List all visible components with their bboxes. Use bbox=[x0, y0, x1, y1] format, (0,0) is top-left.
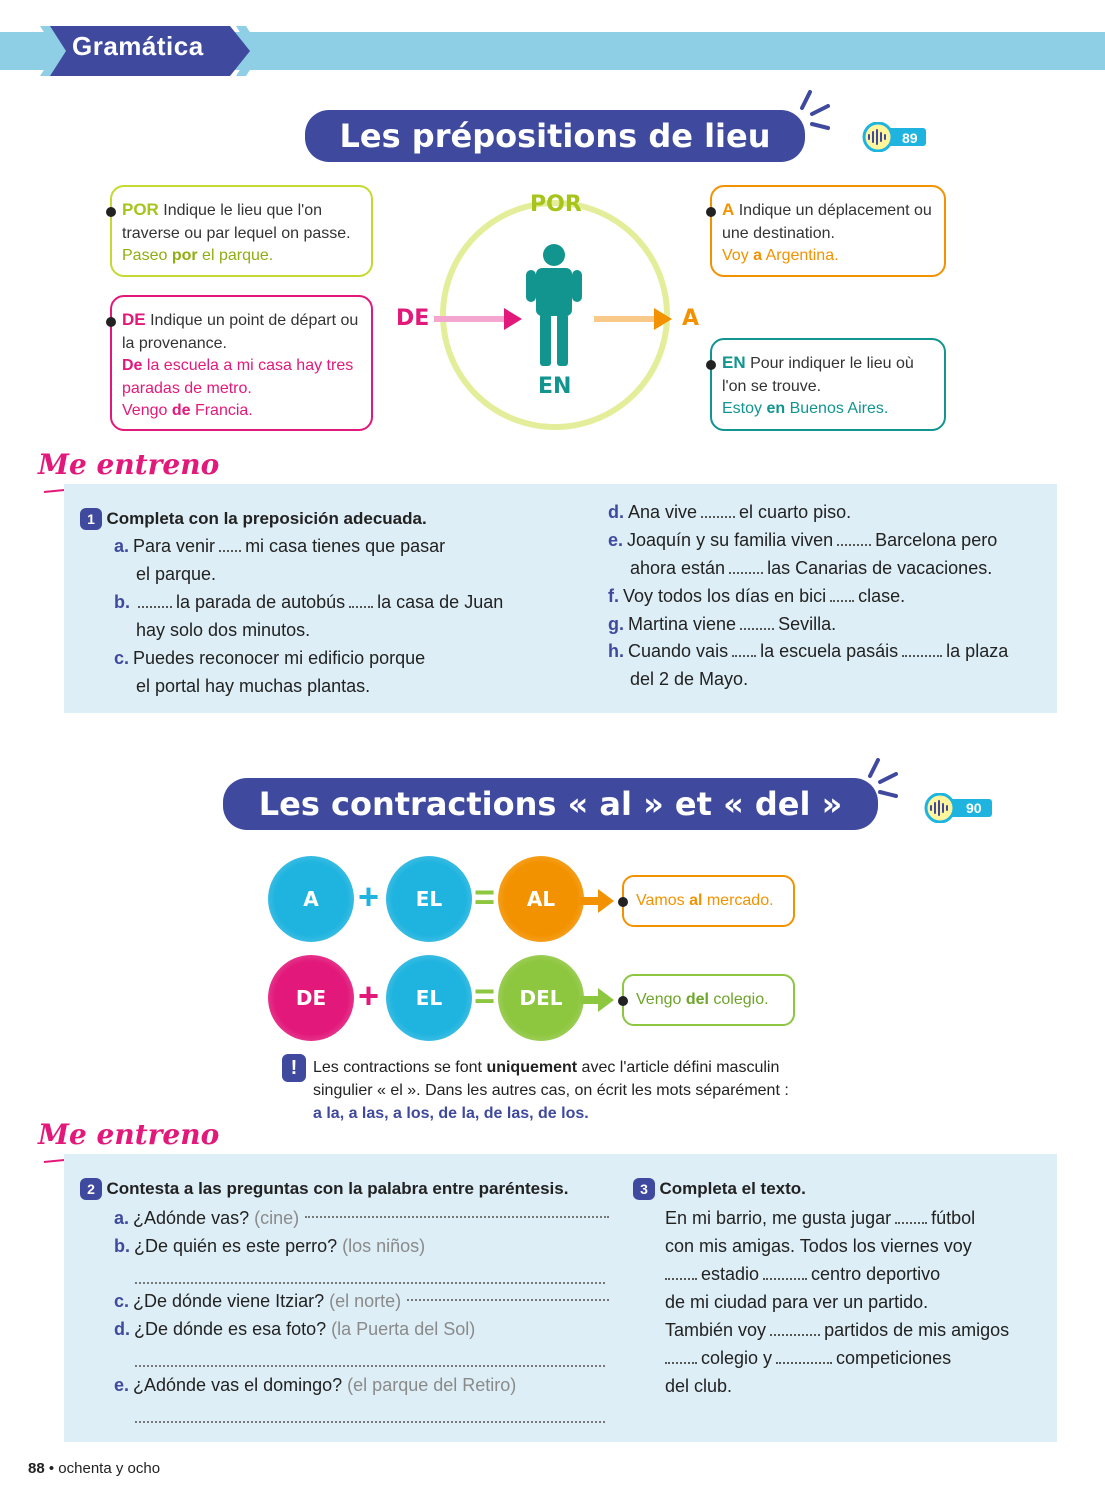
item-hint: (los niños) bbox=[342, 1236, 426, 1256]
item-letter: e. bbox=[608, 530, 624, 550]
bullet-dot bbox=[706, 207, 716, 217]
item-letter: d. bbox=[114, 1319, 130, 1339]
a-ex-pre: Voy bbox=[722, 247, 754, 264]
answer-blank[interactable] bbox=[349, 598, 373, 608]
ex-post: colegio. bbox=[708, 991, 769, 1008]
item-text: Barcelona pero bbox=[875, 530, 998, 550]
text-fragment: También voy bbox=[665, 1320, 767, 1340]
note-list: a la, a las, a los, de la, de las, de los. bbox=[313, 1105, 589, 1122]
circle-al: AL bbox=[498, 856, 584, 942]
answer-blank[interactable] bbox=[138, 598, 172, 608]
de-box bbox=[110, 295, 373, 431]
equals-sign: = bbox=[474, 876, 496, 917]
bullet-dot bbox=[618, 897, 628, 907]
item-text: el cuarto piso. bbox=[739, 502, 852, 522]
bullet-dot bbox=[106, 317, 116, 327]
exercise1-item-h bbox=[608, 637, 1048, 693]
item-hint: (la Puerta del Sol) bbox=[331, 1319, 476, 1339]
ex-key: del bbox=[685, 991, 709, 1008]
exercise1-title bbox=[80, 508, 427, 530]
en-text: Pour indiquer le lieu où l'on se trouve. bbox=[722, 355, 914, 395]
item-letter: b. bbox=[114, 1236, 130, 1256]
answer-blank[interactable] bbox=[729, 564, 763, 574]
a-arrow bbox=[594, 306, 674, 332]
exercise1-item-c bbox=[114, 644, 544, 700]
por-text: Indique le lieu que l'on traverse ou par lequel on passe. bbox=[122, 202, 351, 242]
answer-blank[interactable] bbox=[895, 1214, 927, 1224]
item-question: ¿Adónde vas el domingo? bbox=[133, 1375, 343, 1395]
answer-line[interactable] bbox=[135, 1270, 605, 1284]
exercise2-title bbox=[80, 1178, 568, 1200]
text-fragment: de mi ciudad para ver un partido. bbox=[665, 1292, 929, 1312]
exercise2-item-d bbox=[114, 1315, 609, 1343]
exercise3-text bbox=[665, 1204, 1045, 1400]
por-ex-post: el parque. bbox=[197, 247, 274, 264]
answer-blank[interactable] bbox=[763, 1270, 807, 1280]
me-entreno-heading: Me entreno bbox=[38, 1118, 220, 1151]
item-letter: f. bbox=[608, 586, 619, 606]
circle-el: EL bbox=[386, 856, 472, 942]
note-text: Les contractions se font bbox=[313, 1059, 487, 1076]
text-fragment: del club. bbox=[665, 1376, 733, 1396]
answer-blank[interactable] bbox=[830, 592, 854, 602]
circle-a: A bbox=[268, 856, 354, 942]
page-number: 88 bbox=[28, 1460, 45, 1477]
item-letter: g. bbox=[608, 614, 624, 634]
de-ex1-key: De bbox=[122, 357, 143, 374]
exercise2-item-a bbox=[114, 1204, 609, 1232]
a-text: Indique un déplacement ou une destination. bbox=[722, 202, 932, 242]
exercise-number: 1 bbox=[80, 508, 102, 530]
exercise2-item-b bbox=[114, 1232, 609, 1260]
item-text: mi casa tienes que pasar bbox=[245, 536, 446, 556]
circle-del: DEL bbox=[498, 955, 584, 1041]
item-letter: a. bbox=[114, 536, 130, 556]
exercise2-item-e bbox=[114, 1371, 609, 1399]
en-box bbox=[710, 338, 946, 431]
exercise1-item-a bbox=[114, 532, 544, 588]
item-text: Cuando vais bbox=[628, 641, 729, 661]
exercise1-item-b bbox=[114, 588, 544, 644]
a-box bbox=[710, 185, 946, 277]
burst-icon bbox=[798, 88, 838, 132]
exercise2-item-c bbox=[114, 1287, 609, 1315]
plus-sign: + bbox=[358, 876, 380, 917]
answer-blank[interactable] bbox=[665, 1270, 697, 1280]
text-fragment: fútbol bbox=[931, 1208, 976, 1228]
exercise1-item-f bbox=[608, 582, 1048, 610]
item-letter: a. bbox=[114, 1208, 130, 1228]
circle-de: DE bbox=[268, 955, 354, 1041]
item-question: ¿Adónde vas? bbox=[133, 1208, 250, 1228]
diagram-label-en: EN bbox=[538, 374, 572, 399]
item-text: la escuela pasáis bbox=[760, 641, 899, 661]
item-text: hay solo dos minutos. bbox=[136, 620, 311, 640]
answer-line[interactable] bbox=[407, 1287, 609, 1301]
bullet-dot bbox=[618, 996, 628, 1006]
audio-track-number: 89 bbox=[902, 130, 918, 146]
item-text: la casa de Juan bbox=[377, 592, 504, 612]
section2-title: Les contractions « al » et « del » bbox=[223, 778, 878, 830]
page-footer bbox=[28, 1460, 160, 1477]
answer-line[interactable] bbox=[305, 1204, 609, 1218]
ex-pre: Vamos bbox=[636, 892, 690, 909]
exercise-instruction: Completa con la preposición adecuada. bbox=[106, 509, 427, 528]
de-arrow bbox=[434, 306, 524, 332]
por-ex-key: por bbox=[171, 247, 198, 264]
page-number-words: ochenta y ocho bbox=[58, 1460, 161, 1477]
answer-blank[interactable] bbox=[740, 620, 774, 630]
en-ex-pre: Estoy bbox=[722, 400, 767, 417]
answer-blank[interactable] bbox=[902, 647, 942, 657]
answer-line[interactable] bbox=[135, 1409, 605, 1423]
item-text: Sevilla. bbox=[778, 614, 837, 634]
burst-icon bbox=[866, 756, 906, 800]
ex-key: al bbox=[689, 892, 703, 909]
answer-blank[interactable] bbox=[837, 536, 871, 546]
item-letter: b. bbox=[114, 592, 130, 612]
bullet-dot bbox=[706, 360, 716, 370]
text-fragment: colegio y bbox=[701, 1348, 773, 1368]
item-text: ahora están bbox=[630, 558, 726, 578]
diagram-label-por: POR bbox=[530, 192, 582, 217]
ex-pre: Vengo bbox=[636, 991, 686, 1008]
item-letter: h. bbox=[608, 641, 624, 661]
text-fragment: estadio bbox=[701, 1264, 760, 1284]
item-letter: c. bbox=[114, 1291, 130, 1311]
exercise-number: 2 bbox=[80, 1178, 102, 1200]
answer-blank[interactable] bbox=[665, 1354, 697, 1364]
answer-line[interactable] bbox=[135, 1353, 605, 1367]
en-key: EN bbox=[722, 353, 746, 372]
contraction-note bbox=[313, 1056, 833, 1125]
de-ex2-key: de bbox=[171, 402, 191, 419]
circle-el: EL bbox=[386, 955, 472, 1041]
arrow-right-icon bbox=[580, 888, 616, 914]
audio-track-icon[interactable] bbox=[918, 793, 994, 823]
item-text: clase. bbox=[858, 586, 906, 606]
answer-blank[interactable] bbox=[732, 647, 756, 657]
item-text: Puedes reconocer mi edificio porque bbox=[133, 648, 426, 668]
text-fragment: partidos de mis amigos bbox=[824, 1320, 1010, 1340]
por-ex-pre: Paseo bbox=[122, 247, 172, 264]
answer-blank[interactable] bbox=[770, 1326, 820, 1336]
item-letter: e. bbox=[114, 1375, 130, 1395]
section1-title: Les prépositions de lieu bbox=[305, 110, 805, 162]
diagram-label-a: A bbox=[682, 306, 700, 331]
example-al-box bbox=[622, 875, 795, 927]
exercise1-item-e bbox=[608, 526, 1048, 582]
item-hint: (cine) bbox=[254, 1208, 300, 1228]
answer-blank[interactable] bbox=[776, 1354, 832, 1364]
item-text: el portal hay muchas plantas. bbox=[136, 676, 371, 696]
item-text: Joaquín y su familia viven bbox=[627, 530, 834, 550]
answer-blank[interactable] bbox=[701, 508, 735, 518]
section-label: Gramática bbox=[72, 31, 204, 61]
de-ex1-post: la escuela a mi casa hay tres paradas de metro. bbox=[122, 357, 354, 397]
por-box bbox=[110, 185, 373, 277]
de-ex2-pre: Vengo bbox=[122, 402, 172, 419]
item-hint: (el norte) bbox=[329, 1291, 402, 1311]
item-hint: (el parque del Retiro) bbox=[347, 1375, 517, 1395]
note-key: uniquement bbox=[486, 1059, 578, 1076]
exercise-instruction: Completa el texto. bbox=[659, 1179, 806, 1198]
item-question: ¿De dónde viene Itziar? bbox=[133, 1291, 325, 1311]
a-key: A bbox=[722, 200, 735, 219]
ex-post: mercado. bbox=[702, 892, 774, 909]
en-ex-post: Buenos Aires. bbox=[785, 400, 889, 417]
plus-sign: + bbox=[358, 975, 380, 1016]
item-text: la parada de autobús bbox=[176, 592, 346, 612]
item-text: del 2 de Mayo. bbox=[630, 669, 749, 689]
a-ex-key: a bbox=[753, 247, 763, 264]
por-key: POR bbox=[122, 200, 159, 219]
item-question: ¿De dónde es esa foto? bbox=[134, 1319, 327, 1339]
exercise-number: 3 bbox=[633, 1178, 655, 1200]
de-key: DE bbox=[122, 310, 146, 329]
diagram-label-de: DE bbox=[396, 306, 430, 331]
item-text: el parque. bbox=[136, 564, 217, 584]
text-fragment: competiciones bbox=[836, 1348, 952, 1368]
item-text: Martina viene bbox=[628, 614, 737, 634]
arrow-right-icon bbox=[580, 987, 616, 1013]
a-ex-post: Argentina. bbox=[762, 247, 839, 264]
example-del-box bbox=[622, 974, 795, 1026]
item-text: la plaza bbox=[946, 641, 1009, 661]
equals-sign: = bbox=[474, 975, 496, 1016]
de-ex2-post: Francia. bbox=[190, 402, 253, 419]
exercise3-title bbox=[633, 1178, 806, 1200]
item-letter: c. bbox=[114, 648, 130, 668]
text-fragment: En mi barrio, me gusta jugar bbox=[665, 1208, 892, 1228]
en-ex-key: en bbox=[766, 400, 786, 417]
item-text: Ana vive bbox=[628, 502, 698, 522]
exercise-instruction: Contesta a las preguntas con la palabra entre paréntesis. bbox=[106, 1179, 569, 1198]
item-text: Para venir bbox=[133, 536, 216, 556]
audio-track-number: 90 bbox=[966, 800, 982, 816]
footer-separator: • bbox=[48, 1460, 55, 1477]
item-text: Voy todos los días en bici bbox=[623, 586, 827, 606]
text-fragment: con mis amigas. Todos los viernes voy bbox=[665, 1236, 972, 1256]
note-text: avec l'article défini masculin singulier « el ». Dans les autres cas, on écrit les mots séparément : bbox=[313, 1059, 789, 1099]
bullet-dot bbox=[106, 207, 116, 217]
answer-blank[interactable] bbox=[219, 542, 241, 552]
exercise1-item-d bbox=[608, 498, 1048, 526]
me-entreno-heading: Me entreno bbox=[38, 448, 220, 481]
text-fragment: centro deportivo bbox=[811, 1264, 941, 1284]
item-letter: d. bbox=[608, 502, 624, 522]
de-text: Indique un point de départ ou la provenance. bbox=[122, 312, 359, 352]
exercise1-item-g bbox=[608, 610, 1048, 638]
item-question: ¿De quién es este perro? bbox=[134, 1236, 338, 1256]
warning-icon: ! bbox=[282, 1054, 306, 1082]
item-text: las Canarias de vacaciones. bbox=[767, 558, 993, 578]
